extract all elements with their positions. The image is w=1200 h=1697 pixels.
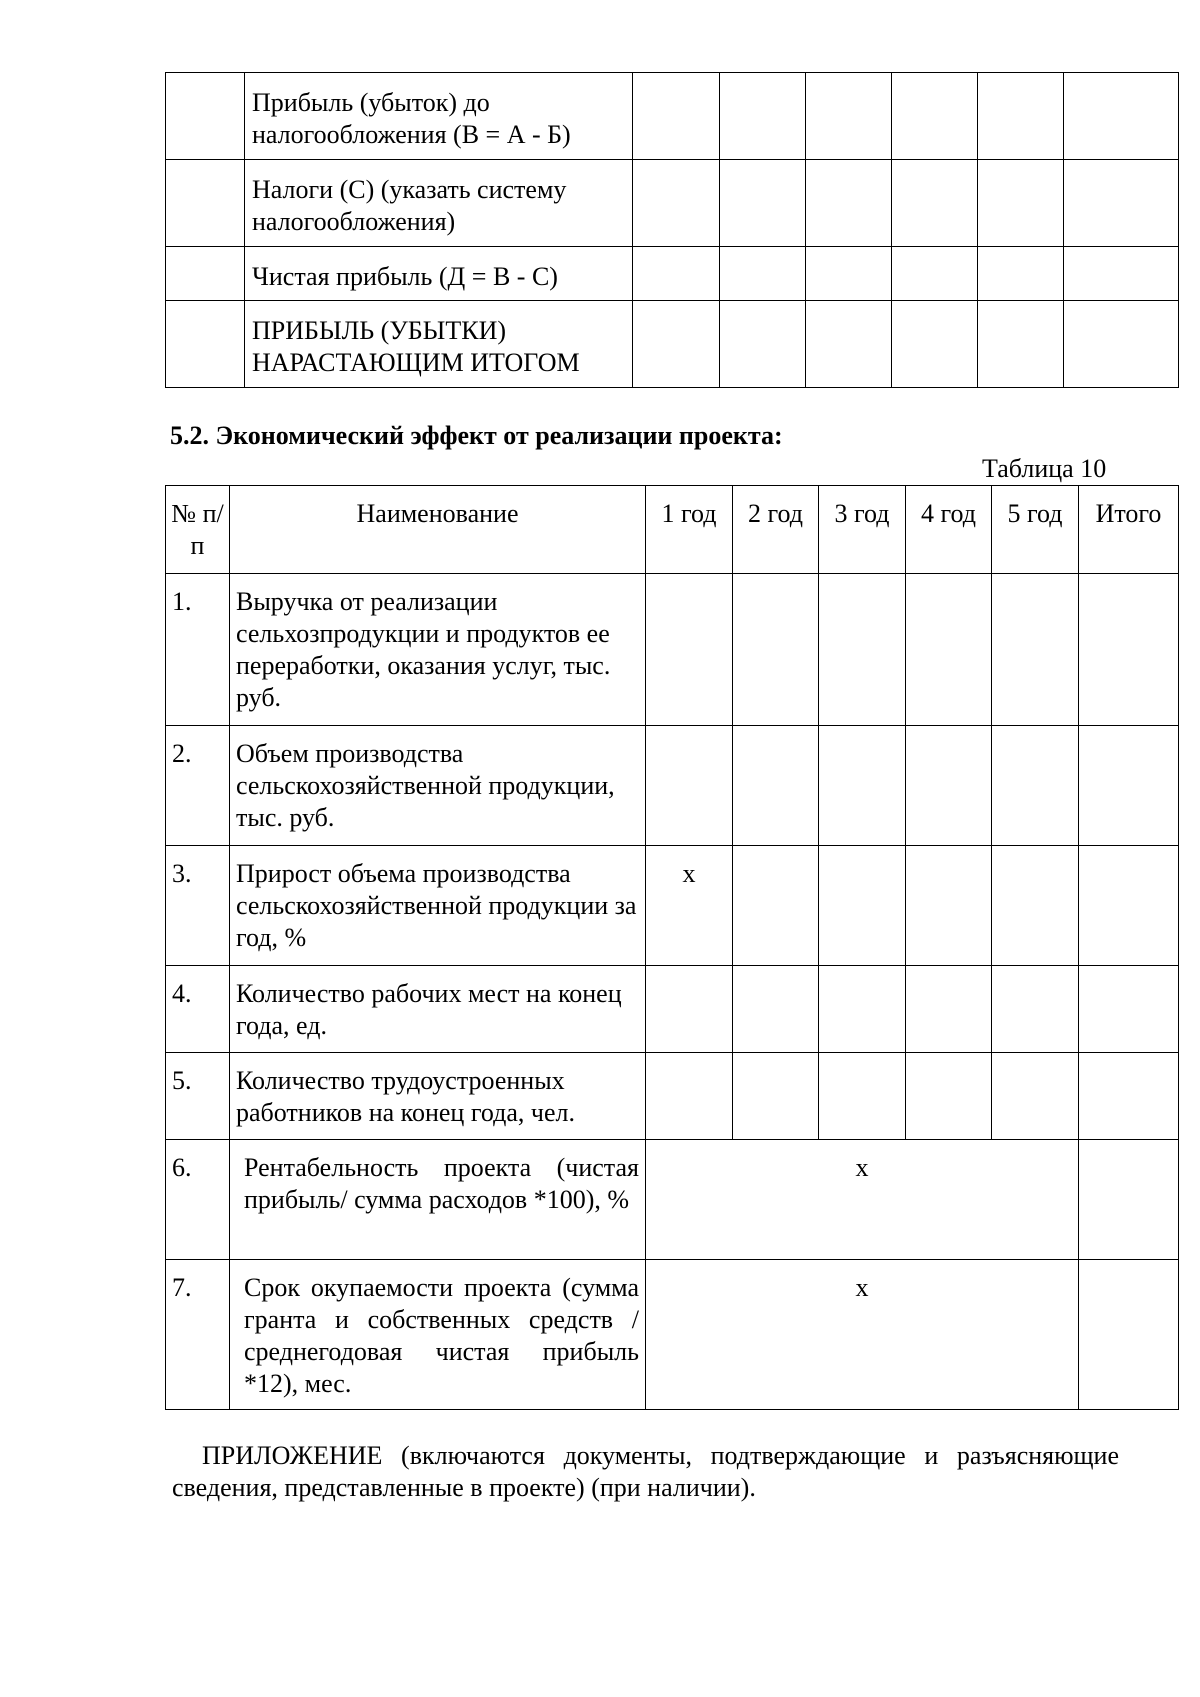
table-cell[interactable] [978,73,1064,160]
table-cell [166,301,245,388]
row-number: 3. [166,846,230,966]
table-cell[interactable] [806,73,892,160]
header-year-2: 2 год [733,486,819,574]
header-year-4: 4 год [906,486,992,574]
table-cell[interactable] [978,160,1064,247]
table-cell[interactable] [819,726,906,846]
table-cell[interactable] [646,726,733,846]
table-cell[interactable] [633,73,720,160]
table-row [166,247,1179,301]
table-cell[interactable] [819,966,906,1053]
table-cell[interactable] [1079,1260,1179,1410]
row-label: ПРИБЫЛЬ (УБЫТКИ) НАРАСТАЮЩИМ ИТОГОМ [245,301,633,388]
header-year-3: 3 год [819,486,906,574]
table-cell[interactable] [1064,247,1179,301]
row-name: Рентабельность проекта (чистая прибыль/ сумма расходов *100), % [230,1140,646,1260]
row-number: 5. [166,1053,230,1140]
table-cell[interactable] [646,1053,733,1140]
table-cell[interactable] [720,73,806,160]
row-label: Прибыль (убыток) до налогообложения (В = А - Б) [245,73,633,160]
table-cell[interactable] [733,1053,819,1140]
table-row [166,160,1179,247]
table-cell[interactable] [892,301,978,388]
header-total: Итого [1079,486,1179,574]
table-row [166,301,1179,388]
table-cell[interactable] [978,301,1064,388]
table-cell[interactable] [1079,726,1179,846]
table-cell[interactable] [992,574,1079,726]
table-cell [166,247,245,301]
table-cell[interactable] [906,1053,992,1140]
table-cell[interactable] [733,966,819,1053]
row-number: 1. [166,574,230,726]
table-row [166,1053,1179,1140]
table-cell[interactable] [978,247,1064,301]
table-cell [166,160,245,247]
table-cell[interactable] [720,301,806,388]
cross-mark: х [646,1140,1079,1260]
table-cell[interactable] [1064,301,1179,388]
row-name: Выручка от реализации сельхозпродукции и продуктов ее переработки, оказания услуг, тыс. руб. [230,574,646,726]
table-cell[interactable] [992,1053,1079,1140]
row-name: Срок окупаемости проекта (сумма гранта и собственных средств / среднегодовая чистая прибыль *12), мес. [230,1260,646,1410]
table-cell[interactable] [1079,1053,1179,1140]
table-row [166,574,1179,726]
table-cell[interactable] [733,726,819,846]
row-number: 7. [166,1260,230,1410]
row-name: Количество рабочих мест на конец года, ед. [230,966,646,1053]
table-cell[interactable] [906,726,992,846]
table-cell[interactable] [992,846,1079,966]
appendix-paragraph: ПРИЛОЖЕНИЕ (включаются документы, подтверждающие и разъясняющие сведения, представленные в проекте) (при наличии). [172,1441,1119,1502]
table-cell[interactable] [720,160,806,247]
section-heading: 5.2. Экономический эффект от реализации проекта: [170,421,783,450]
cross-mark: х [646,1260,1079,1410]
table-cell[interactable] [1064,73,1179,160]
row-name: Объем производства сельскохозяйственной продукции, тыс. руб. [230,726,646,846]
table-cell[interactable] [892,73,978,160]
row-number: 4. [166,966,230,1053]
table-cell[interactable] [633,247,720,301]
table-caption: Таблица 10 [982,454,1107,483]
row-number: 6. [166,1140,230,1260]
table-cell[interactable] [1079,966,1179,1053]
table-cell [166,73,245,160]
profit-table [165,72,1179,388]
table-cell[interactable] [806,301,892,388]
table-cell[interactable] [646,966,733,1053]
table-cell[interactable] [892,160,978,247]
row-name: Прирост объема производства сельскохозяйственной продукции за год, % [230,846,646,966]
table-cell[interactable] [806,247,892,301]
table-cell[interactable] [992,966,1079,1053]
table-cell[interactable] [892,247,978,301]
table-row [166,73,1179,160]
table-cell[interactable] [1064,160,1179,247]
table-cell[interactable] [906,574,992,726]
header-row [166,486,1179,574]
table-row [166,1140,1179,1260]
table-cell[interactable] [906,966,992,1053]
economic-effect-table [165,485,1179,1410]
table-row [166,726,1179,846]
table-row [166,966,1179,1053]
header-num: № п/п [166,486,230,574]
row-label: Чистая прибыль (Д = В - С) [245,247,633,301]
table-cell[interactable] [733,574,819,726]
table-row [166,1260,1179,1410]
table-cell[interactable] [720,247,806,301]
table-row [166,846,1179,966]
table-cell[interactable] [646,574,733,726]
table-cell[interactable] [819,846,906,966]
table-cell[interactable] [806,160,892,247]
table-cell[interactable] [906,846,992,966]
row-name: Количество трудоустроенных работников на конец года, чел. [230,1053,646,1140]
table-cell[interactable] [992,726,1079,846]
table-cell[interactable] [633,301,720,388]
table-cell[interactable] [633,160,720,247]
cross-mark: х [646,846,733,966]
header-year-1: 1 год [646,486,733,574]
header-name: Наименование [230,486,646,574]
table-cell[interactable] [733,846,819,966]
table-cell[interactable] [1079,846,1179,966]
row-number: 2. [166,726,230,846]
row-label: Налоги (С) (указать систему налогообложения) [245,160,633,247]
table-cell[interactable] [1079,1140,1179,1260]
header-year-5: 5 год [992,486,1079,574]
table-cell[interactable] [1079,574,1179,726]
table-cell[interactable] [819,1053,906,1140]
table-cell[interactable] [819,574,906,726]
